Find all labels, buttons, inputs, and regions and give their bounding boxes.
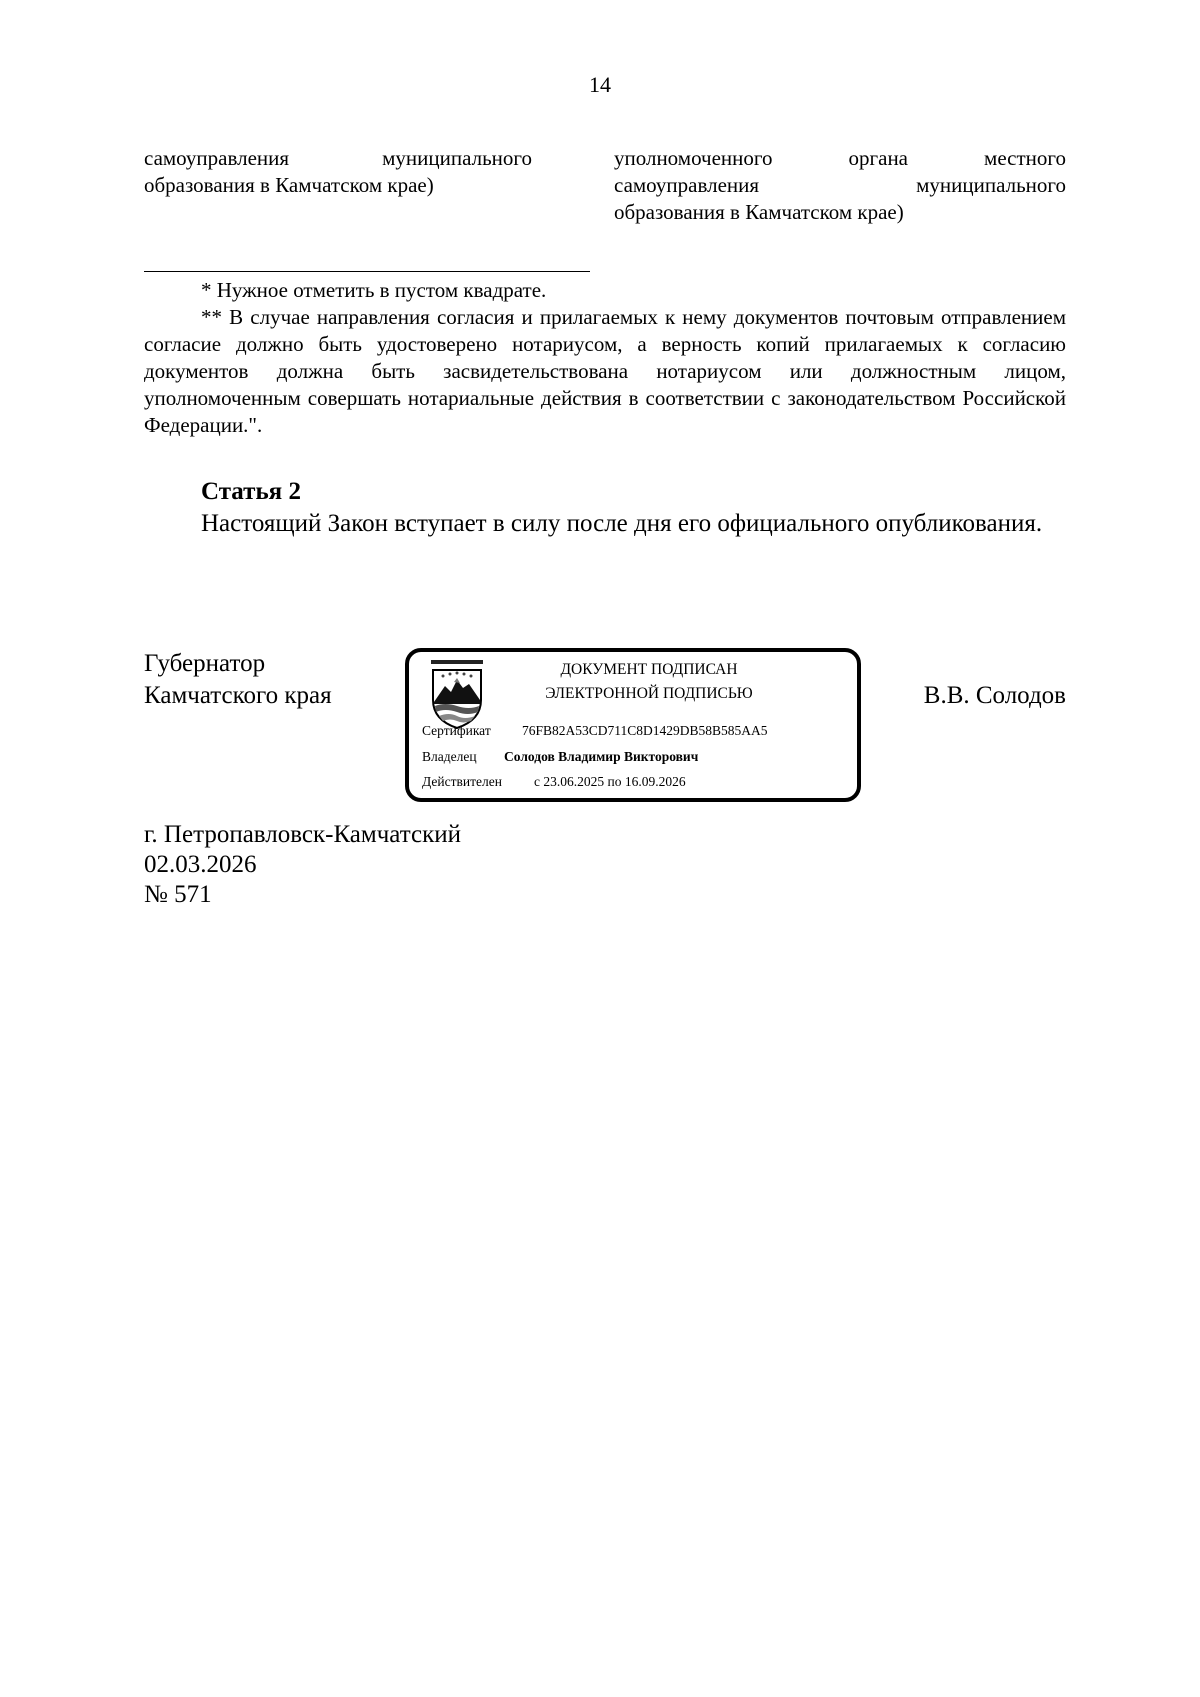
page-number: 14 [589,72,611,97]
footnotes [144,277,1066,439]
stamp-certificate-row [422,723,768,739]
stamp-validity-row [422,774,686,790]
issue-number: № 571 [144,881,212,908]
article-title: Статья 2 [201,478,301,505]
footnote: ** В случае направления согласия и прилагаемых к нему документов почтовым отправлением согласие должно быть удостоверено нотариусом, а верность копий прилагаемых к согласию документов должна быть засвидетельствована нотариусом или должностным лицом, уполномоченным совершать нотариальные действия в соответствии с законодательством Российской Федерации.". [144,305,1066,437]
validity-label: Действителен [422,774,502,789]
signature-columns [144,145,1066,226]
right-column [614,145,1066,226]
signatory-title-line: Камчатского края [144,682,332,709]
right-column-line: самоуправления муниципального [614,173,1066,197]
stamp-heading-line: ЭЛЕКТРОННОЙ ПОДПИСЬЮ [545,685,753,702]
stamp-heading-line: ДОКУМЕНТ ПОДПИСАН [560,661,738,678]
validity-value: с 23.06.2025 по 16.09.2026 [534,774,686,789]
issue-city: г. Петропавловск-Камчатский [144,821,461,848]
certificate-value: 76FB82A53CD711C8D1429DB58B585AA5 [522,723,768,738]
stamp-owner-row [422,749,698,765]
article-text: Настоящий Закон вступает в силу после дня его официального опубликования. [201,510,1043,537]
stamp-heading [499,658,799,706]
right-column-line: образования в Камчатском крае) [614,200,904,224]
signatory-title [144,648,332,712]
issue-date: 02.03.2026 [144,851,257,878]
left-column [144,145,532,226]
kamchatka-coat-of-arms-icon [423,658,491,730]
electronic-signature-stamp [405,648,861,802]
owner-label: Владелец [422,749,477,764]
signatory-name: В.В. Солодов [923,682,1066,709]
issue-details [144,820,461,910]
article-section [144,476,1066,540]
left-column-line: самоуправления муниципального [144,146,532,170]
left-column-line: образования в Камчатском крае) [144,173,434,197]
certificate-label: Сертификат [422,723,491,738]
footnote-divider [144,271,590,272]
right-column-line: уполномоченного органа местного [614,146,1066,170]
owner-value: Солодов Владимир Викторович [504,749,699,764]
footnote: * Нужное отметить в пустом квадрате. [201,278,547,302]
signatory-title-line: Губернатор [144,650,266,677]
